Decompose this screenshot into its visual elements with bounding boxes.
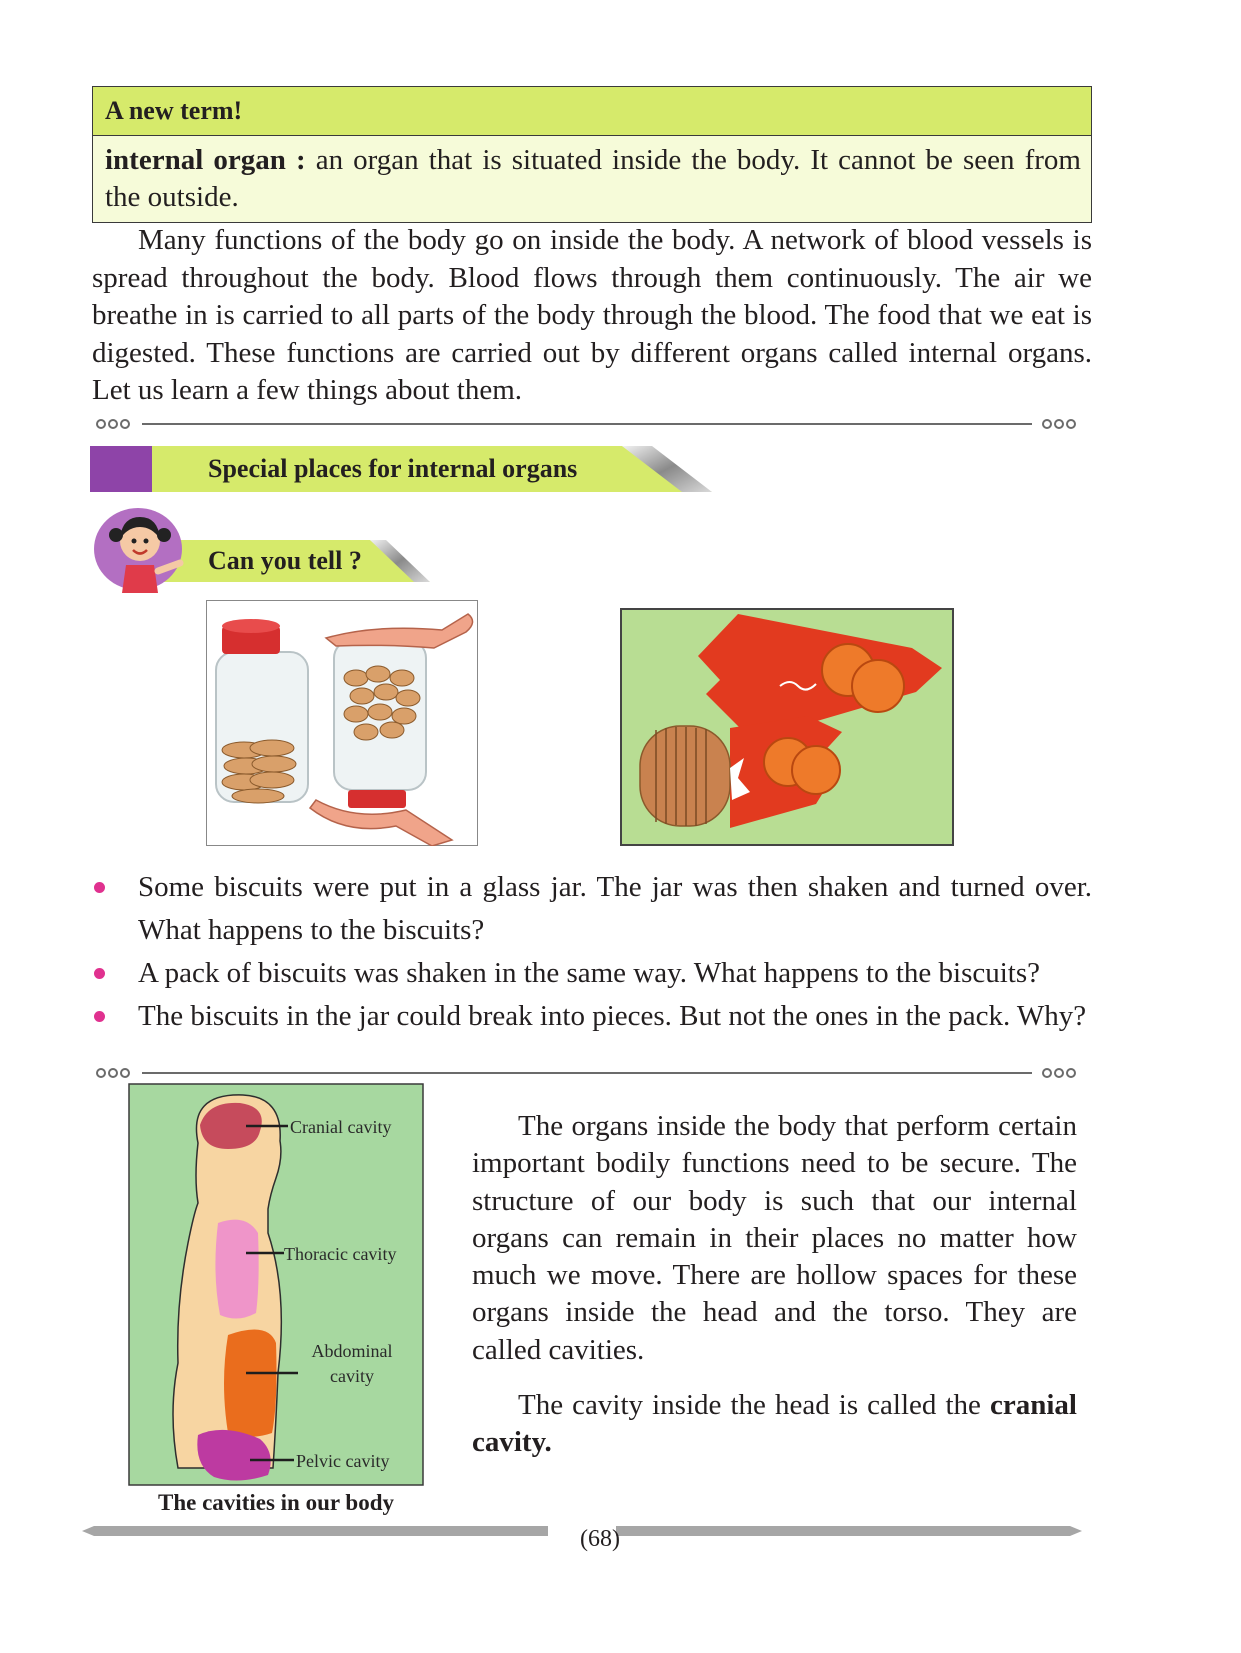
term-word: internal organ : xyxy=(105,144,306,176)
bullet-icon xyxy=(94,968,105,979)
abdominal-cavity-shape xyxy=(224,1330,277,1437)
term-definition-text: an organ that is situated inside the body. It cannot be seen from the outside. xyxy=(105,144,1081,213)
list-item xyxy=(92,995,1092,1038)
girl-avatar-icon xyxy=(92,505,188,593)
cranial-cavity-term: cranial cavity. xyxy=(472,1389,1077,1459)
pelvic-cavity-label: Pelvic cavity xyxy=(296,1451,390,1471)
new-term-box xyxy=(92,86,1092,223)
body-paragraph-2-lead: The cavity inside the head is called the xyxy=(518,1389,990,1422)
body-paragraph-2 xyxy=(472,1387,1077,1462)
body-paragraph-1 xyxy=(472,1108,1077,1369)
bullet-icon xyxy=(94,1011,105,1022)
question-text: The biscuits in the jar could break into pieces. But not the ones in the pack. Why? xyxy=(138,1000,1087,1032)
new-term-heading: A new term! xyxy=(93,87,1091,136)
biscuit-jar-illustration xyxy=(206,600,478,846)
body-cavities-figure xyxy=(128,1083,424,1486)
biscuit-pack-illustration xyxy=(620,608,954,846)
intro-paragraph xyxy=(92,222,1092,410)
list-item xyxy=(92,952,1092,995)
section-divider-bottom xyxy=(92,1066,1082,1080)
cranial-cavity-label: Cranial cavity xyxy=(290,1117,392,1137)
body-text xyxy=(472,1108,1077,1462)
new-term-definition xyxy=(93,136,1091,222)
section-divider-top xyxy=(92,417,1082,431)
thoracic-cavity-shape xyxy=(215,1220,258,1319)
abdominal-cavity-label-2: cavity xyxy=(330,1366,374,1386)
thoracic-cavity-label: Thoracic cavity xyxy=(284,1244,397,1264)
question-list xyxy=(92,866,1092,1038)
figure-caption: The cavities in our body xyxy=(158,1490,394,1515)
bullet-icon xyxy=(94,882,105,893)
intro-paragraph-text: Many functions of the body go on inside the body. A network of blood vessels is spread throughout the body. Blood flows through them continuously. The air we breathe in is carried to all parts of the body through the blood. The food that we eat is digested. These functions are carried out by different organs called internal organs. Let us learn a few things about them. xyxy=(92,224,1092,406)
page-number: (68) xyxy=(580,1526,620,1552)
section-heading-title: Special places for internal organs xyxy=(208,454,578,483)
can-you-tell-title: Can you tell ? xyxy=(208,546,362,575)
abdominal-cavity-label: Abdominal xyxy=(311,1341,393,1361)
body-paragraph-1-text: The organs inside the body that perform certain important bodily functions need to be secure. The structure of our body is such that our internal organs can remain in their places no matter how much we move. There are hollow spaces for these organs inside the head and the torso. They are called cavities. xyxy=(472,1110,1077,1366)
question-text: A pack of biscuits was shaken in the same way. What happens to the biscuits? xyxy=(138,957,1041,989)
question-text: Some biscuits were put in a glass jar. The jar was then shaken and turned over. What happens to the biscuits? xyxy=(138,871,1092,946)
section-heading-marker xyxy=(90,446,152,492)
list-item xyxy=(92,866,1092,952)
